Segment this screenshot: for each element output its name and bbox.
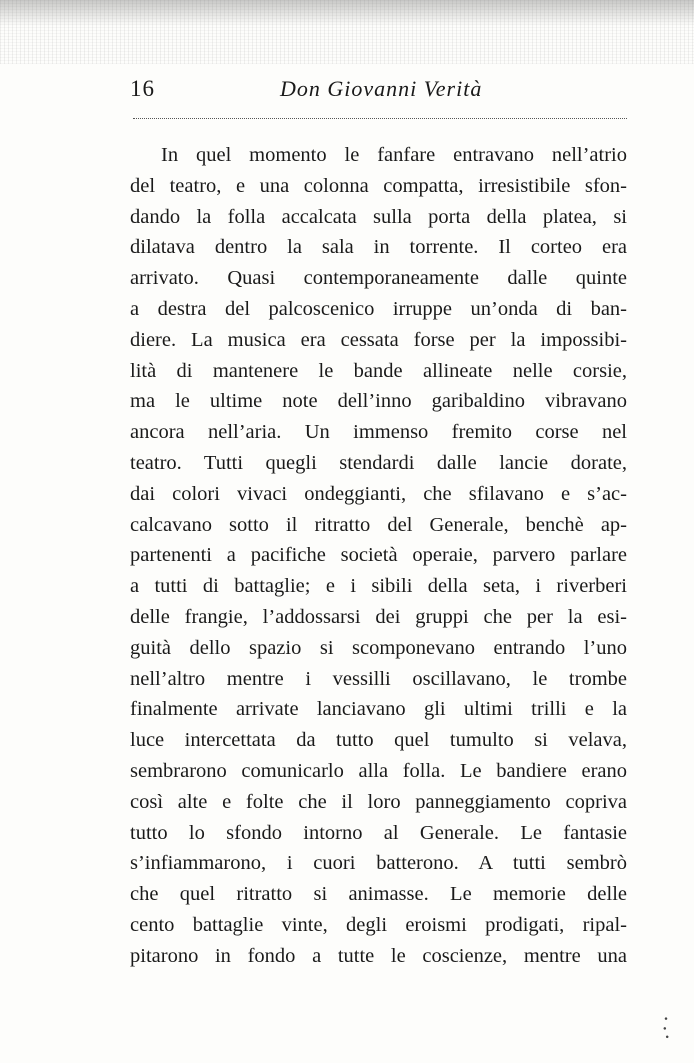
text-line: lità di mantenere le bande allineate nelle corsie,	[130, 359, 627, 382]
text-line: s’infiammarono, i cuori batterono. A tutti sembrò	[130, 852, 627, 875]
text-line: teatro. Tutti quegli stendardi dalle lancie dorate,	[130, 451, 627, 474]
text-line: che quel ritratto si animasse. Le memorie delle	[130, 883, 627, 906]
text-line: calcavano sotto il ritratto del Generale, benchè ap-	[130, 513, 627, 536]
text-line: diere. La musica era cessata forse per la impossibi-	[130, 328, 627, 351]
text-line: partenenti a pacifiche società operaie, parvero parlare	[130, 544, 627, 567]
text-line: delle frangie, l’addossarsi dei gruppi che per la esi-	[130, 605, 627, 628]
text-line: a destra del palcoscenico irruppe un’onda di ban-	[130, 297, 627, 320]
text-line: così alte e folte che il loro panneggiamento copriva	[130, 790, 627, 813]
text-line: dando la folla accalcata sulla porta della platea, si	[130, 205, 627, 228]
page-number: 16	[130, 76, 155, 101]
text-line: sembrarono comunicarlo alla folla. Le bandiere erano	[130, 759, 627, 782]
text-line: ancora nell’aria. Un immenso fremito corse nel	[130, 421, 627, 444]
text-line: nell’altro mentre i vessilli oscillavano, le trombe	[130, 667, 627, 690]
text-line: dai colori vivaci ondeggianti, che sfilavano e s’ac-	[130, 482, 627, 505]
text-line: a tutti di battaglie; e i sibili della seta, i riverberi	[130, 575, 627, 598]
text-line: arrivato. Quasi contemporaneamente dalle quinte	[130, 267, 627, 290]
text-line: guità dello spazio si scomponevano entrando l’uno	[130, 636, 627, 659]
text-line: In quel momento le fanfare entravano nell’atrio	[161, 144, 627, 166]
text-line: pitarono in fondo a tutte le coscienze, mentre una	[130, 944, 627, 967]
body-paragraph	[130, 140, 627, 972]
scan-artifact-top	[0, 0, 694, 64]
scan-artifact-corner	[660, 1013, 672, 1041]
text-line: luce intercettata da tutto quel tumulto si velava,	[130, 729, 627, 752]
text-line: del teatro, e una colonna compatta, irresistibile sfon-	[130, 174, 627, 197]
text-line: cento battaglie vinte, degli eroismi prodigati, ripal-	[130, 913, 627, 936]
running-title: Don Giovanni Verità	[280, 76, 483, 101]
header-rule	[133, 118, 627, 119]
running-head	[130, 68, 626, 108]
text-line: finalmente arrivate lanciavano gli ultimi trilli e la	[130, 698, 627, 721]
text-line: tutto lo sfondo intorno al Generale. Le fantasie	[130, 821, 627, 844]
text-line: dilatava dentro la sala in torrente. Il corteo era	[130, 236, 627, 259]
text-line: ma le ultime note dell’inno garibaldino vibravano	[130, 390, 627, 413]
